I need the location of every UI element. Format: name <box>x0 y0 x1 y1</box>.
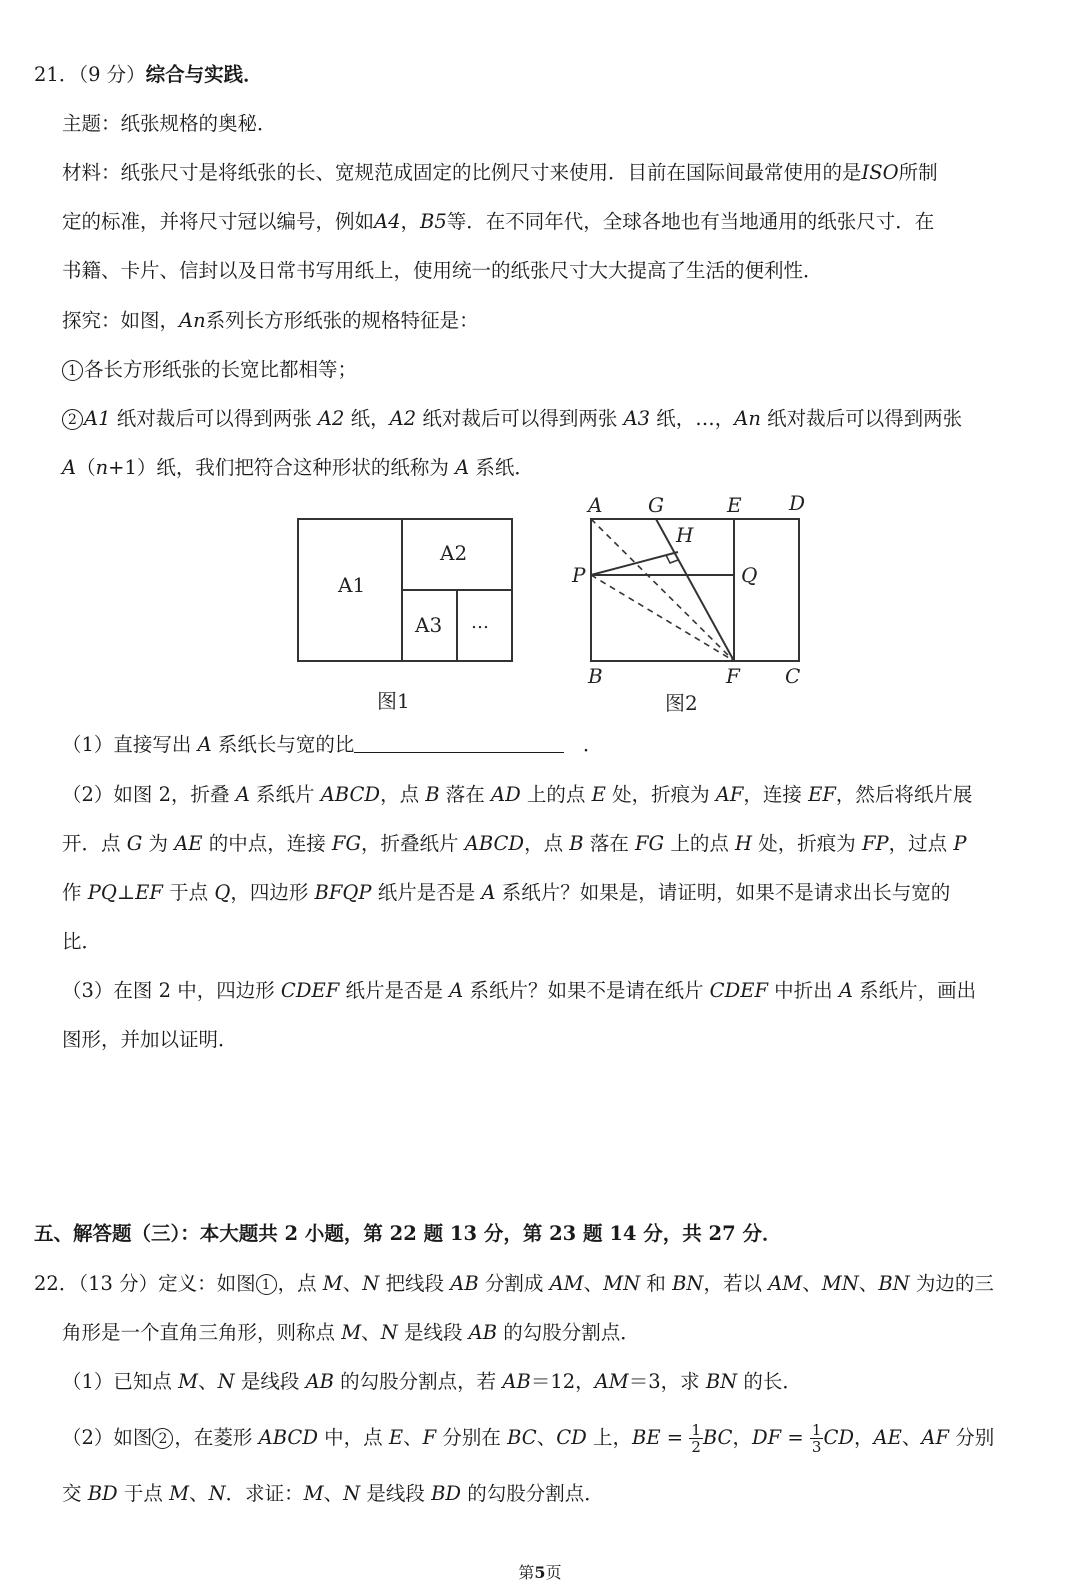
q21-part2-line1: （2）如图 2，折叠 A 系纸片 ABCD，点 B 落在 AD 上的点 E 处，折痕为 AF，连接 EF，然后将纸片展 <box>62 783 973 806</box>
fraction-one-half: $\frac{1}{2}$ <box>691 1421 701 1456</box>
fig2-caption: 图2 <box>665 691 698 715</box>
q21-header: 21．（9 分）综合与实践． <box>34 63 263 86</box>
q22-line1: 22．（13 分）定义：如图 1 ，点 M、N 把线段 AB 分割成 AM、MN 和 BN，若以 AM、MN、BN 为边的三 <box>34 1272 994 1295</box>
page-number: 5 <box>534 1563 546 1582</box>
fig1-label-dots: … <box>471 612 489 633</box>
q21-material-line2: 定的标准，并将尺寸冠以编号，例如A4，B5等．在不同年代，全球各地也有当地通用的纸张尺寸．在 <box>62 210 935 233</box>
fig2-label-q: Q <box>741 563 758 587</box>
q21-part3-line2: 图形，并加以证明． <box>62 1028 238 1051</box>
q21-feature-2-cont: A（n+1）纸，我们把符合这种形状的纸称为 A 系纸． <box>62 456 534 479</box>
q22-part2-cont: 交 BD 于点 M、N．求证：M、N 是线段 BD 的勾股分割点． <box>62 1482 604 1505</box>
fig2-dashed-af <box>591 519 734 661</box>
q21-material-line3: 书籍、卡片、信封以及日常书写用纸上，使用统一的纸张尺寸大大提高了生活的便利性． <box>62 259 823 282</box>
q21-part2-line2: 开．点 G 为 AE 的中点，连接 FG，折叠纸片 ABCD，点 B 落在 FG 上的点 H 处，折痕为 FP，过点 P <box>62 832 967 855</box>
fig2-label-p: P <box>572 563 586 587</box>
q21-feature-1: 1 各长方形纸张的长宽比都相等； <box>62 356 357 384</box>
fig2-label-a: A <box>588 493 603 517</box>
fig1-label-a3: A3 <box>415 613 443 637</box>
fig2-label-e: E <box>727 493 742 517</box>
fig2-dashed-pf <box>591 575 734 661</box>
fig1-label-a2: A2 <box>440 541 468 565</box>
fig2-label-b: B <box>588 664 603 688</box>
q21-part3-line1: （3）在图 2 中，四边形 CDEF 纸片是否是 A 系纸片？如果不是请在纸片 CDEF 中折出 A 系纸片，画出 <box>62 979 977 1002</box>
q21-part1: （1）直接写出 A 系纸长与宽的比 ． <box>62 733 603 756</box>
fig2-label-f: F <box>726 664 740 688</box>
fig2-line-gf <box>656 519 734 661</box>
figure-2 <box>560 488 830 723</box>
q22-line2: 角形是一个直角三角形，则称点 M、N 是线段 AB 的勾股分割点． <box>62 1321 640 1344</box>
page-footer: 第5页 <box>518 1563 562 1582</box>
q22-part2: （2）如图 2 ，在菱形 ABCD 中，点 E、F 分别在 BC、CD 上，BE = $\frac{1}{2}$ BC，DF = $\frac{1}{3}$ CD，AE、AF 分别 <box>62 1421 995 1456</box>
q21-explore: 探究：如图，An系列长方形纸张的规格特征是： <box>62 309 479 332</box>
q21-part2-line3: 作 PQ⊥EF 于点 Q，四边形 BFQP 纸片是否是 A 系纸片？如果是，请证明，如果不是请求出长与宽的 <box>62 881 951 904</box>
fig1-caption: 图1 <box>377 689 410 713</box>
fig2-label-g: G <box>648 493 664 517</box>
q21-part2-line4: 比． <box>62 930 102 953</box>
q21-feature-2: 2 A1 纸对裁后可以得到两张 A2 纸，A2 纸对裁后可以得到两张 A3 纸，…，An 纸对裁后可以得到两张 <box>62 405 962 433</box>
circled-number-1: 1 <box>62 360 83 381</box>
fig2-label-d: D <box>789 491 806 515</box>
q21-title: 综合与实践． <box>145 63 263 86</box>
q22-part1: （1）已知点 M、N 是线段 AB 的勾股分割点，若 AB＝12，AM＝3，求 BN 的长． <box>62 1370 802 1393</box>
q21-theme: 主题：纸张规格的奥秘． <box>62 112 277 135</box>
circled-number-2: 2 <box>62 409 83 430</box>
figure-1 <box>290 510 530 720</box>
fig2-line-ph <box>591 552 678 575</box>
fraction-one-third: $\frac{1}{3}$ <box>811 1421 822 1456</box>
section-5-heading: 五、解答题（三）：本大题共 2 小题，第 22 题 13 分，第 23 题 14 分，共 27 分． <box>34 1222 782 1245</box>
fig1-label-a1: A1 <box>338 573 366 597</box>
circled-number-1: 1 <box>256 1274 277 1295</box>
answer-blank[interactable] <box>354 732 564 753</box>
q21-material-line1: 材料：纸张尺寸是将纸张的长、宽规范成固定的比例尺寸来使用．目前在国际间最常使用的是ISO所制 <box>62 161 938 184</box>
circled-number-2: 2 <box>152 1428 173 1449</box>
fig2-label-c: C <box>785 664 801 688</box>
fig2-label-h: H <box>676 523 694 547</box>
